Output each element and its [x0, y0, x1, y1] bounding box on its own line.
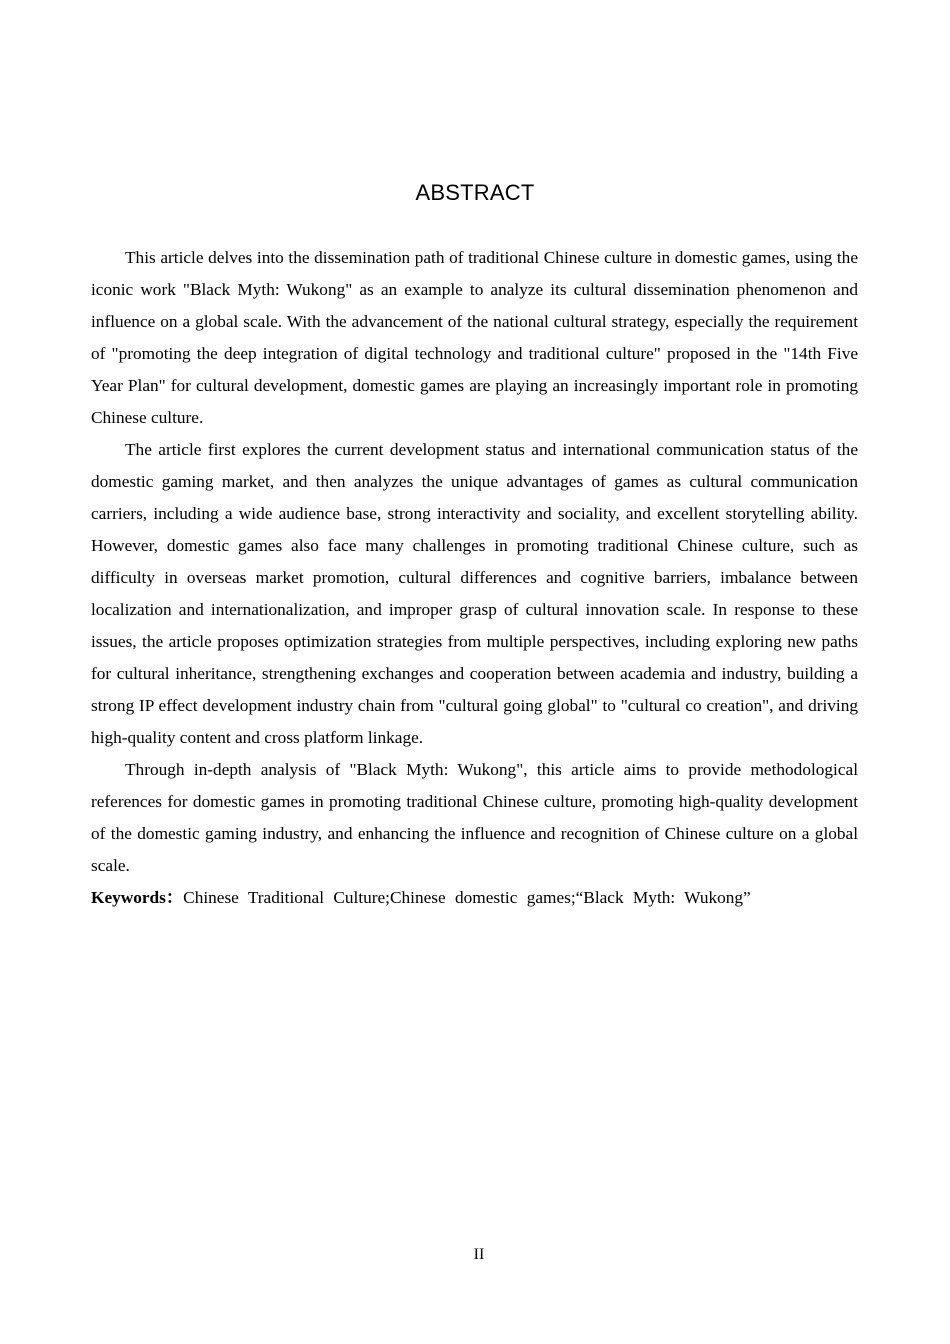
keywords-label: Keywords： — [91, 888, 184, 907]
abstract-body — [91, 242, 858, 914]
abstract-paragraph-3: Through in-depth analysis of "Black Myth: Wukong", this article aims to provide methodological references for domestic games in promoting traditional Chinese culture, promoting high-quality development of the domestic gaming industry, and enhancing the influence and recognition of Chinese culture on a global scale. — [91, 760, 858, 875]
page-number: II — [473, 1246, 485, 1263]
keywords-line — [91, 882, 858, 914]
abstract-heading: ABSTRACT — [415, 180, 535, 205]
abstract-paragraph-1: This article delves into the dissemination path of traditional Chinese culture in domestic games, using the iconic work "Black Myth: Wukong" as an example to analyze its cultural dissemination phenomenon and influence on a global scale. With the advancement of the national cultural strategy, especially the requirement of "promoting the deep integration of digital technology and traditional culture" proposed in the "14th Five Year Plan" for cultural development, domestic games are playing an increasingly important role in promoting Chinese culture. — [91, 248, 858, 427]
keywords-value: Chinese Traditional Culture;Chinese domestic games;“Black Myth: Wukong” — [183, 888, 751, 907]
abstract-paragraph-2: The article first explores the current development status and international communication status of the domestic gaming market, and then analyzes the unique advantages of games as cultural communication carriers, including a wide audience base, strong interactivity and sociality, and excellent storytelling ability. However, domestic games also face many challenges in promoting traditional Chinese culture, such as difficulty in overseas market promotion, cultural differences and cognitive barriers, imbalance between localization and internationalization, and improper grasp of cultural innovation scale. In response to these issues, the article proposes optimization strategies from multiple perspectives, including exploring new paths for cultural inheritance, strengthening exchanges and cooperation between academia and industry, building a strong IP effect development industry chain from "cultural going global" to "cultural co creation", and driving high-quality content and cross platform linkage. — [91, 440, 858, 747]
